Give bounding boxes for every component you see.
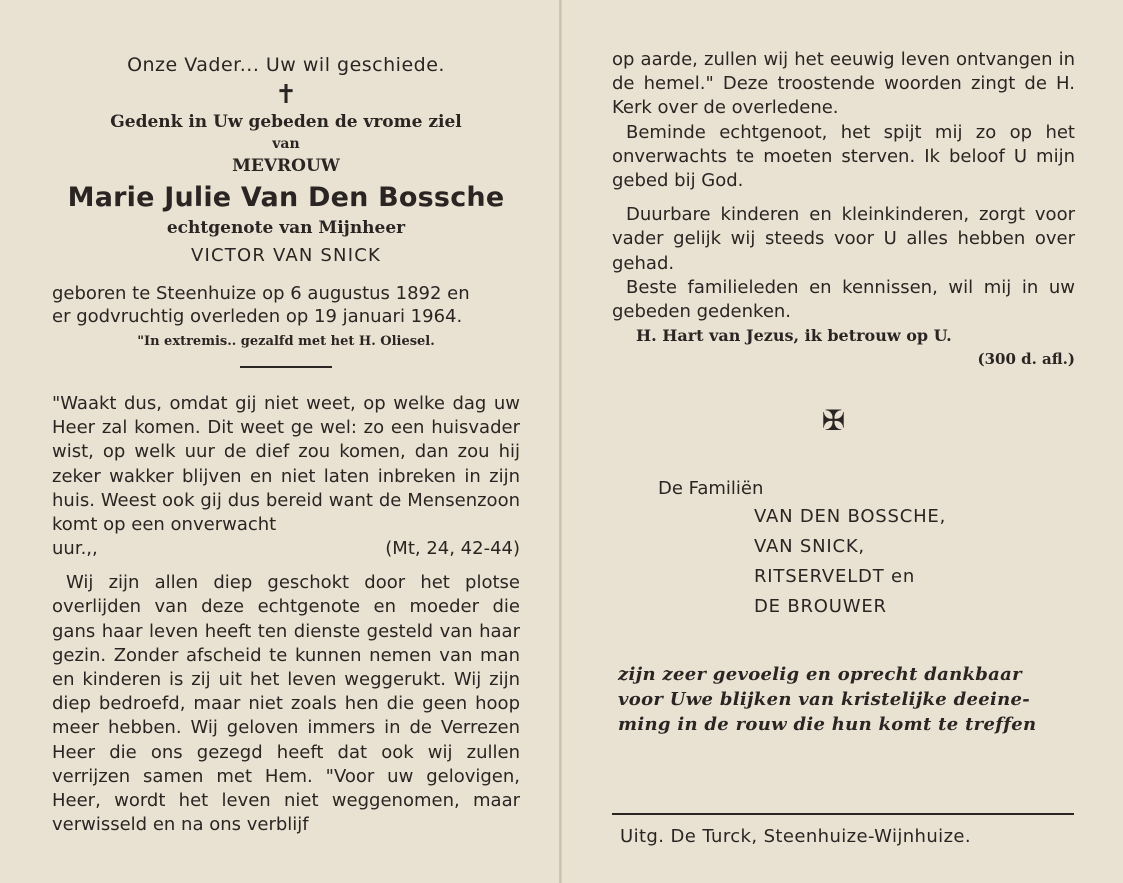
quote-reference: (Mt, 24, 42-44) [385, 538, 520, 560]
spouse-paragraph: Beminde echtgenoot, het spijt mij zo op het onverwachts te moeten sterven. Ik beloof U mijn gebed bij God. [612, 121, 1075, 192]
children-paragraph: Duurbare kinderen en kleinkinderen, zorgt voor vader gelijk wij steeds voor U alles hebben over gehad. [612, 204, 1075, 274]
families-title: De Familiën [658, 478, 764, 500]
indulgence-line: (300 d. afl.) [977, 350, 1075, 369]
deceased-name: Marie Julie Van Den Bossche [67, 182, 505, 213]
continuation-paragraph: op aarde, zullen wij het eeuwig leven ontvangen in de hemel." Deze troostende woorden zingt de H. Kerk over de overledene. [612, 49, 1075, 119]
latin-cross-icon: ✝ [275, 80, 297, 110]
right-panel [562, 0, 1123, 883]
divider-long [612, 813, 1074, 815]
family-paragraph: Beste familieleden en kennissen, wil mij in uw gebeden gedenken. [612, 276, 1075, 323]
sacred-heart-line: H. Hart van Jezus, ik betrouw op U. [636, 326, 952, 346]
bible-quote: "Waakt dus, omdat gij niet weet, op welke dag uw Heer zal komen. Dit weet ge wel: zo een huisvader wist, op welk uur de dief zou komen, dan zou hij zeker wakker blijven en niet laten inbreken in zijn huis. Weest ook gij dus bereid want de Mensenzoon komt op een onverwacht [52, 393, 520, 536]
family-name: VAN DEN BOSSCHE, [754, 506, 947, 528]
prayer-line: Onze Vader... Uw wil geschiede. [127, 54, 445, 76]
born-line: geboren te Steenhuize op 6 augustus 1892 en [52, 283, 470, 304]
left-panel [0, 0, 560, 883]
thanks-line: zijn zeer gevoelig en oprecht dankbaar [618, 664, 1022, 686]
family-name: RITSERVELDT en [754, 566, 916, 588]
family-name: VAN SNICK, [754, 536, 865, 558]
dates-block [52, 282, 520, 328]
quote-reference-line [52, 537, 520, 561]
eulogy-paragraph: Wij zijn allen diep geschokt door het plotse overlijden van deze echtgenote en moeder die gans haar leven heeft ten dienste gesteld van haar gezin. Zonder afscheid te kunnen nemen van man en kinderen is zij uit het leven weggerukt. Wij zijn diep bedroefd, maar niet zoals hen die geen hoop meer hebben. Wij geloven immers in de Verrezen Heer die ons gezegd heeft dat ook wij zullen verrijzen samen met Hem. "Voor uw gelovigen, Heer, wordt het leven niet weggenomen, maar verwisseld en na ons verblijf [52, 572, 520, 836]
mevrouw-line: MEVROUW [232, 156, 340, 176]
publisher-line: Uitg. De Turck, Steenhuize-Wijnhuize. [620, 826, 972, 848]
divider-short [240, 366, 332, 368]
thanks-line: voor Uwe blijken van kristelijke deeine- [618, 689, 1031, 711]
van-line: van [272, 136, 300, 152]
anointing-line: "In extremis.. gezalfd met het H. Oliesel. [137, 334, 435, 349]
quote-end: uur.,, [52, 538, 98, 560]
spouse-of-line: echtgenote van Mijnheer [166, 218, 406, 238]
remember-line: Gedenk in Uw gebeden de vrome ziel [110, 112, 462, 132]
family-name: DE BROUWER [754, 596, 887, 618]
died-line: er godvruchtig overleden op 19 januari 1964. [52, 306, 463, 327]
maltese-cross-icon: ✠ [821, 404, 846, 438]
thanks-line: ming in de rouw die hun komt te treffen [618, 714, 1037, 736]
families-list [612, 502, 1075, 622]
husband-name: VICTOR VAN SNICK [190, 245, 381, 266]
thanks-block [612, 662, 1075, 737]
